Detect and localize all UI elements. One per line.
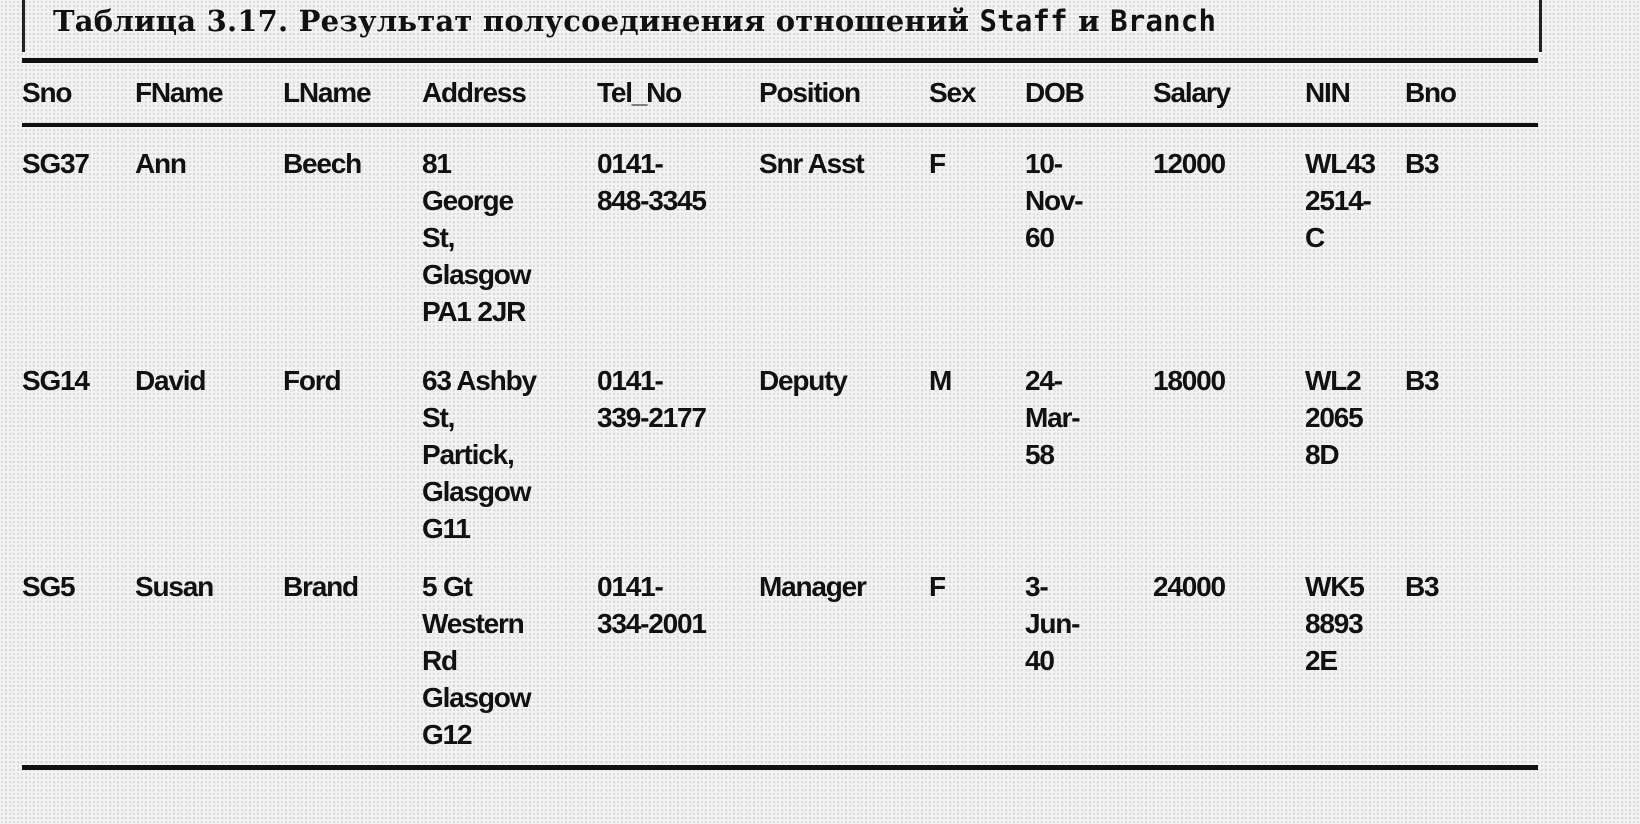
- cell-address: [422, 125, 597, 342]
- caption-relation-branch: Branch: [1110, 4, 1217, 38]
- header-row: [22, 63, 1538, 125]
- address-line: PA1 2JR: [422, 296, 526, 327]
- cell-salary: 18000: [1153, 365, 1225, 396]
- tel-line: 339-2177: [597, 402, 706, 433]
- cell-position: Deputy: [759, 365, 847, 396]
- address-line: Glasgow: [422, 682, 531, 713]
- nin-line: 2514-: [1305, 185, 1371, 216]
- column-header: Bno: [1405, 77, 1456, 108]
- cell-sno: SG14: [22, 365, 89, 396]
- nin-line: WL43: [1305, 148, 1375, 179]
- address-line: 81: [422, 148, 451, 179]
- cell-nin: [1305, 125, 1405, 342]
- nin-line: 2E: [1305, 645, 1337, 676]
- dob-line: 40: [1025, 645, 1054, 676]
- column-header: LName: [283, 77, 371, 108]
- address-line: St,: [422, 222, 455, 253]
- nin-line: 2065: [1305, 402, 1363, 433]
- tel-line: 0141-: [597, 365, 663, 396]
- cell-sex: F: [929, 148, 945, 179]
- dob-line: 58: [1025, 439, 1054, 470]
- bottom-rule: [22, 765, 1538, 770]
- column-header: NIN: [1305, 77, 1350, 108]
- dob-line: 24-: [1025, 365, 1062, 396]
- cell-sno: SG37: [22, 148, 89, 179]
- address-line: St,: [422, 402, 455, 433]
- cell-dob: [1025, 125, 1153, 342]
- address-line: Western: [422, 608, 524, 639]
- table-caption: [53, 4, 1216, 38]
- cell-lname: Brand: [283, 571, 358, 602]
- cell-tel: [597, 342, 759, 548]
- cell-lname: Beech: [283, 148, 362, 179]
- cell-tel: [597, 125, 759, 342]
- column-header: Sno: [22, 77, 72, 108]
- cell-dob: [1025, 342, 1153, 548]
- cell-position: Snr Asst: [759, 148, 864, 179]
- dob-line: Jun-: [1025, 608, 1080, 639]
- column-header: Tel_No: [597, 77, 682, 108]
- address-line: Glasgow: [422, 259, 531, 290]
- column-header: Salary: [1153, 77, 1230, 108]
- cell-sex: F: [929, 571, 945, 602]
- tel-line: 0141-: [597, 571, 663, 602]
- nin-line: C: [1305, 222, 1325, 253]
- caption-conjunction: и: [1067, 4, 1111, 38]
- tel-line: 334-2001: [597, 608, 706, 639]
- caption-box: [22, 0, 1542, 52]
- cell-bno: B3: [1405, 148, 1439, 179]
- cell-position: Manager: [759, 571, 866, 602]
- semijoin-result-table: [22, 63, 1538, 764]
- cell-salary: 12000: [1153, 148, 1225, 179]
- address-line: George: [422, 185, 513, 216]
- cell-salary: 24000: [1153, 571, 1225, 602]
- cell-address: [422, 342, 597, 548]
- cell-fname: Susan: [135, 571, 214, 602]
- cell-sno: SG5: [22, 571, 75, 602]
- table-row: [22, 342, 1538, 548]
- address-line: Rd: [422, 645, 457, 676]
- address-line: Glasgow: [422, 476, 531, 507]
- caption-relation-staff: Staff: [979, 4, 1068, 38]
- address-line: G11: [422, 513, 470, 544]
- column-header: Address: [422, 77, 526, 108]
- column-header: Sex: [929, 77, 976, 108]
- nin-line: WL2: [1305, 365, 1361, 396]
- nin-line: 8D: [1305, 439, 1339, 470]
- address-line: G12: [422, 719, 472, 750]
- tel-line: 848-3345: [597, 185, 706, 216]
- cell-fname: David: [135, 365, 206, 396]
- address-line: Partick,: [422, 439, 514, 470]
- nin-line: 8893: [1305, 608, 1363, 639]
- dob-line: 3-: [1025, 571, 1048, 602]
- cell-nin: [1305, 342, 1405, 548]
- cell-nin: [1305, 548, 1405, 764]
- column-header: FName: [135, 77, 223, 108]
- cell-address: [422, 548, 597, 764]
- cell-bno: B3: [1405, 365, 1439, 396]
- column-header: Position: [759, 77, 860, 108]
- dob-line: 60: [1025, 222, 1054, 253]
- tel-line: 0141-: [597, 148, 663, 179]
- dob-line: Mar-: [1025, 402, 1080, 433]
- dob-line: Nov-: [1025, 185, 1083, 216]
- cell-tel: [597, 548, 759, 764]
- cell-lname: Ford: [283, 365, 341, 396]
- cell-fname: Ann: [135, 148, 186, 179]
- address-line: 5 Gt: [422, 571, 472, 602]
- table-row: [22, 548, 1538, 764]
- nin-line: WK5: [1305, 571, 1364, 602]
- cell-sex: M: [929, 365, 952, 396]
- column-header: DOB: [1025, 77, 1084, 108]
- dob-line: 10-: [1025, 148, 1062, 179]
- cell-dob: [1025, 548, 1153, 764]
- table-row: [22, 125, 1538, 342]
- address-line: 63 Ashby: [422, 365, 536, 396]
- caption-text: Таблица 3.17. Результат полусоединения отношений: [53, 4, 980, 38]
- cell-bno: B3: [1405, 571, 1439, 602]
